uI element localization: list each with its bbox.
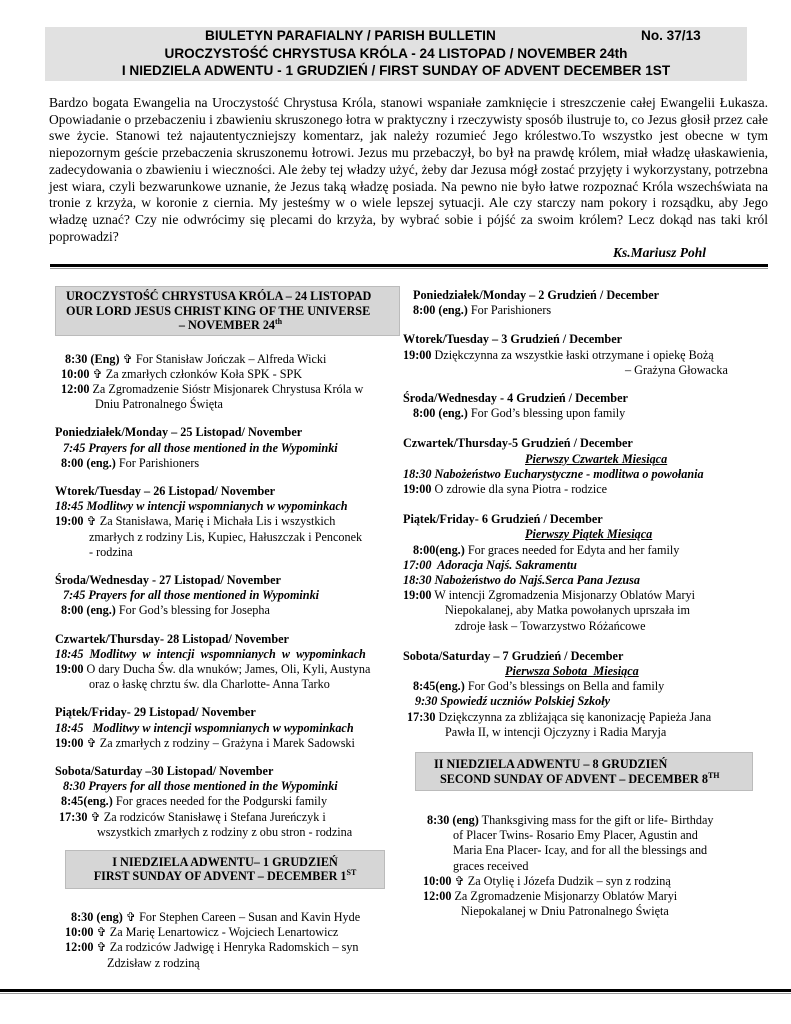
- advent1-date: FIRST SUNDAY OF ADVENT – DECEMBER 1: [93, 869, 347, 884]
- mass-intention: O dary Ducha Św. dla wnuków; James, Oli, Kyli, Austyna: [86, 661, 371, 676]
- intro-section: [49, 95, 768, 262]
- mass-entry: [403, 543, 775, 558]
- header-line-3: I NIEDZIELA ADWENTU - 1 GRUDZIEŃ / FIRST SUNDAY OF ADVENT DECEMBER 1ST: [121, 63, 671, 78]
- top-divider-shadow: [50, 268, 768, 269]
- friday-nov29: [55, 705, 400, 751]
- bulletin-number: No. 37/13: [641, 28, 701, 43]
- mass-intention: ✞ Za rodziców Jadwigę i Henryka Radomskich – syn: [96, 940, 359, 955]
- mass-intention: For graces needed for Edyta and her family: [467, 542, 680, 557]
- day-heading: Sobota/Saturday – 7 Grudzień / December: [403, 648, 624, 663]
- mass-time: 12:00: [423, 889, 452, 904]
- mass-intention: Dziękczynna za zbliżająca się kanonizację Papieża Jana: [438, 709, 712, 724]
- mass-intention-cont: – Grażyna Głowacka: [625, 362, 728, 377]
- mass-intention-cont: zmarłych z rodziny Lis, Kupiec, Hałuszczak i Penconek: [89, 529, 363, 544]
- service-entry: 7:45 Prayers for all those mentioned in the Wypominki: [63, 440, 338, 455]
- thursday-dec5: [403, 436, 775, 497]
- mass-intention: ✞ For Stanisław Jończak – Alfreda Wicki: [122, 351, 327, 366]
- day-heading: Środa/Wednesday - 4 Grudzień / December: [403, 391, 628, 406]
- saturday-nov30: [55, 764, 400, 840]
- advent2-date: SECOND SUNDAY OF ADVENT – DECEMBER 8: [440, 771, 708, 786]
- wednesday-dec4: [403, 391, 775, 421]
- sunday-nov24-masses: [55, 352, 400, 413]
- monday-nov25: [55, 425, 400, 471]
- mass-time: 8:30 (Eng): [65, 351, 120, 366]
- day-heading: Piątek/Friday- 29 Listopad/ November: [55, 705, 256, 720]
- mass-entry: [55, 514, 400, 529]
- mass-time: 8:30 (eng): [427, 813, 479, 828]
- mass-intention: For Parishioners: [470, 303, 552, 318]
- mass-time: 10:00: [61, 366, 90, 381]
- advent2-date-suffix: TH: [707, 770, 720, 780]
- mass-intention-cont: Pawła II, w intencji Ojczyzny i Radia Maryja: [445, 724, 667, 739]
- day-heading: Poniedziałek/Monday – 25 Listopad/ November: [55, 425, 303, 440]
- day-heading: Czwartek/Thursday-5 Grudzień / December: [403, 436, 633, 451]
- mass-entry: [55, 662, 400, 677]
- day-subheading: Pierwszy Piątek Miesiąca: [525, 527, 653, 542]
- mass-time: 8:30 (eng): [71, 909, 123, 924]
- day-heading: Wtorek/Tuesday – 26 Listopad/ November: [55, 483, 276, 498]
- service-entry: 18:45 Modlitwy w intencji wspomnianych w wypominkach: [55, 646, 366, 661]
- christ-king-date: – NOVEMBER 24: [178, 318, 276, 332]
- top-divider: [50, 264, 768, 267]
- mass-entry: [55, 603, 400, 618]
- mass-entry: [413, 303, 775, 318]
- mass-intention: For Parishioners: [118, 455, 200, 470]
- mass-intention-cont: Dniu Patronalnego Święta: [95, 397, 223, 412]
- day-heading: Piątek/Friday- 6 Grudzień / December: [403, 512, 603, 527]
- mass-entry: [69, 910, 400, 925]
- mass-entry: [61, 367, 400, 382]
- day-subheading: Pierwsza Sobota Miesiąca: [505, 664, 639, 679]
- mass-intention: For graces needed for the Podgurski family: [115, 794, 328, 809]
- advent2-box: [415, 752, 753, 791]
- christ-king-box-line-1: UROCZYSTOŚĆ CHRYSTUSA KRÓLA – 24 LISTOPAD: [66, 289, 372, 303]
- tuesday-nov26: [55, 484, 400, 560]
- bottom-divider: [0, 989, 791, 992]
- mass-time: 12:00: [65, 940, 94, 955]
- mass-intention: ✞ Za Marię Lenartowicz - Wojciech Lenartowicz: [96, 925, 339, 940]
- mass-time: 10:00: [65, 925, 94, 940]
- wednesday-nov27: [55, 573, 400, 619]
- mass-intention-cont: graces received: [453, 858, 529, 873]
- mass-intention-cont: Niepokalanej, aby Matka powołanych uprszała im: [445, 603, 691, 618]
- monday-dec2: [403, 288, 775, 318]
- mass-entry: [403, 710, 775, 725]
- mass-entry: [61, 352, 400, 367]
- mass-time: 19:00: [403, 482, 432, 497]
- intro-text: Bardzo bogata Ewangelia na Uroczystość Chrystusa Króla, stanowi wspaniałe zamknięcie i streszczenie całej Ewangelii Łukasza. Opowiadanie o przebaczeniu i zbawieniu skruszonego łotra w praktyczny i rzeczywisty sposób ilustruje to, co Jezus głosił przez całe swe życie. Stanowi też najautentyczniejszy komentarz, jak należy rozumieć Jego królestwo.To wszystko jest obecne w tym niepozornym geście przebaczenia skruszonemu łotrowi. Jezus mu przebaczył, bo był na prawdę królem, miał władzę ułaskawienia, zadecydowania o zbawieniu i wieczności. Ale żeby tej władzy użyć, żeby dar Jezusa mógł zostać przyjęty i wykorzystany, potrzebna jest wiara, czyli bezwarunkowe uznanie, że Jezus taką władzę posiada. Na pewno nie było łatwe rozpoznać Króla wszechświata na tronie z krzyża, w koronie z ciernia. My jesteśmy w o wiele lepszej sytuacji. Ale czy starczy nam pokory i rozsądku, aby Jego władzę uznać? Czy nie odwrócimy się plecami do krzyża, by wybrać sobie i pójść za swoim królem? Lecz dokąd nas taki król poprowadzi?: [49, 95, 768, 244]
- mass-intention: ✞ Za Otylię i Józefa Dudzik – syn z rodziną: [454, 873, 671, 888]
- advent1-date-suffix: ST: [346, 868, 357, 878]
- mass-intention: Za Zgromadzenie Misjonarzy Oblatów Maryi: [454, 889, 678, 904]
- mass-entry: [403, 348, 775, 363]
- saturday-dec7: [403, 649, 775, 740]
- mass-time: 8:45(eng.): [413, 679, 465, 694]
- bulletin-title: BIULETYN PARAFIALNY / PARISH BULLETIN: [205, 28, 496, 43]
- mass-intention: Dziękczynna za wszystkie łaski otrzymane i opiekę Bożą: [434, 347, 714, 362]
- mass-entry: [403, 813, 775, 828]
- mass-intention: Za Zgromadzenie Sióstr Misjonarek Chrystusa Króla w: [92, 381, 364, 396]
- mass-intention: W intencji Zgromadzenia Misjonarzy Oblatów Maryi: [434, 588, 695, 603]
- service-entry: 18:30 Nabożeństwo Eucharystyczne - modlitwa o powołania: [403, 466, 704, 481]
- mass-intention: Thanksgiving mass for the gift or life- Birthday: [481, 813, 714, 828]
- day-heading: Poniedziałek/Monday – 2 Grudzień / December: [413, 288, 660, 302]
- mass-intention: ✞ Za rodziców Stanisławę i Stefana Jureńczyk i: [90, 809, 326, 824]
- tuesday-dec3: [403, 332, 775, 378]
- friday-dec6: [403, 512, 775, 634]
- mass-time: 17:30: [407, 709, 436, 724]
- mass-time: 19:00: [55, 735, 84, 750]
- mass-intention: O zdrowie dla syna Piotra - rodzice: [434, 482, 608, 497]
- mass-time: 19:00: [403, 347, 432, 362]
- christ-king-box-line-3: [66, 318, 395, 333]
- mass-entry: [65, 940, 400, 955]
- mass-intention-cont: Zdzisław z rodziną: [107, 955, 200, 970]
- header-line-2: UROCZYSTOŚĆ CHRYSTUSA KRÓLA - 24 LISTOPAD / NOVEMBER 24th: [164, 45, 628, 61]
- day-heading: Sobota/Saturday –30 Listopad/ November: [55, 763, 274, 778]
- sunday-dec1-masses: [55, 910, 400, 971]
- sunday-dec8-masses: [403, 813, 775, 919]
- service-entry: 8:30 Prayers for all those mentioned in the Wypominki: [63, 779, 338, 794]
- mass-time: 12:00: [61, 381, 90, 396]
- mass-intention-cont: Maria Ena Placer- Icay, and for all the blessings and: [453, 843, 708, 858]
- service-entry: 18:45 Modlitwy w intencji wspomnianych w wypominkach: [55, 499, 348, 514]
- mass-intention-cont: wszystkich zmarłych z rodziny z obu stron - rodzina: [97, 824, 353, 839]
- christ-king-box-line-2: OUR LORD JESUS CHRIST KING OF THE UNIVERSE: [66, 303, 371, 318]
- advent2-box-line-1: II NIEDZIELA ADWENTU – 8 GRUDZIEŃ: [434, 757, 668, 772]
- bulletin-header: [45, 27, 747, 81]
- service-entry: 9:30 Spowiedź uczniów Polskiej Szkoły: [415, 694, 611, 709]
- mass-intention-cont: - rodzina: [89, 544, 133, 559]
- mass-time: 8:00 (eng.): [61, 603, 116, 618]
- service-entry: 7:45 Prayers for all those mentioned in Wypominki: [63, 588, 320, 603]
- mass-time: 8:00(eng.): [413, 542, 465, 557]
- mass-intention-cont: zdroje łask – Towarzystwo Różańcowe: [455, 618, 646, 633]
- mass-time: 19:00: [55, 514, 84, 529]
- mass-time: 8:00 (eng.): [61, 455, 116, 470]
- mass-intention: For God’s blessing for Josepha: [118, 603, 270, 618]
- service-entry: 18:30 Nabożeństwo do Najś.Serca Pana Jezusa: [403, 573, 640, 588]
- mass-intention: ✞ Za Stanisława, Marię i Michała Lis i wszystkich: [86, 514, 336, 529]
- service-entry: 18:45 Modlitwy w intencji wspomnianych w wypominkach: [55, 720, 354, 735]
- mass-entry: [61, 382, 400, 397]
- mass-intention: For God’s blessing upon family: [470, 406, 626, 421]
- right-column: [403, 288, 775, 920]
- mass-time: 17:30: [59, 809, 88, 824]
- mass-time: 8:45(eng.): [61, 794, 113, 809]
- mass-intention-cont: Niepokalanej w Dniu Patronalnego Święta: [461, 904, 669, 919]
- christ-king-date-suffix: th: [275, 316, 283, 326]
- mass-time: 19:00: [403, 588, 432, 603]
- advent1-box-line-1: I NIEDZIELA ADWENTU– 1 GRUDZIEŃ: [112, 854, 338, 869]
- day-heading: Czwartek/Thursday- 28 Listopad/ November: [55, 631, 289, 646]
- mass-entry: [403, 679, 775, 694]
- mass-time: 19:00: [55, 661, 84, 676]
- intro-signature: Ks.Mariusz Pohl: [612, 245, 706, 261]
- mass-entry: [65, 925, 400, 940]
- mass-time: 10:00: [423, 873, 452, 888]
- mass-time: 8:00 (eng.): [413, 406, 468, 421]
- service-entry: 17:00 Adoracja Najś. Sakramentu: [403, 557, 577, 572]
- thursday-nov28: [55, 632, 400, 693]
- mass-intention: ✞ For Stephen Careen – Susan and Kavin Hyde: [125, 909, 361, 924]
- left-column: [55, 286, 400, 971]
- mass-intention: ✞ Za zmarłych z rodziny – Grażyna i Marek Sadowski: [86, 735, 355, 750]
- day-heading: Środa/Wednesday - 27 Listopad/ November: [55, 572, 281, 587]
- mass-entry: [403, 874, 775, 889]
- advent1-box-line-2: [70, 869, 380, 884]
- bottom-divider-shadow: [0, 993, 791, 994]
- mass-entry: [55, 736, 400, 751]
- advent1-box: [65, 850, 385, 889]
- mass-intention-cont: of Placer Twins- Rosario Emy Placer, Agustin and: [453, 828, 698, 843]
- mass-intention-cont: oraz o łaskę chrztu św. dla Charlotte- Anna Tarko: [89, 677, 330, 692]
- mass-entry: [403, 482, 775, 497]
- mass-entry: [403, 588, 775, 603]
- mass-time: 8:00 (eng.): [413, 303, 468, 318]
- mass-entry: [55, 810, 400, 825]
- advent2-box-line-2: [430, 772, 748, 787]
- mass-intention: For God’s blessings on Bella and family: [467, 679, 665, 694]
- mass-entry: [55, 794, 400, 809]
- mass-entry: [403, 889, 775, 904]
- mass-entry: [55, 456, 400, 471]
- mass-intention: ✞ Za zmarłych członków Koła SPK - SPK: [92, 366, 303, 381]
- christ-king-box: [55, 286, 400, 336]
- mass-entry: [403, 406, 775, 421]
- day-heading: Wtorek/Tuesday – 3 Grudzień / December: [403, 332, 623, 347]
- header-line-1: [45, 27, 747, 45]
- day-subheading: Pierwszy Czwartek Miesiąca: [525, 451, 668, 466]
